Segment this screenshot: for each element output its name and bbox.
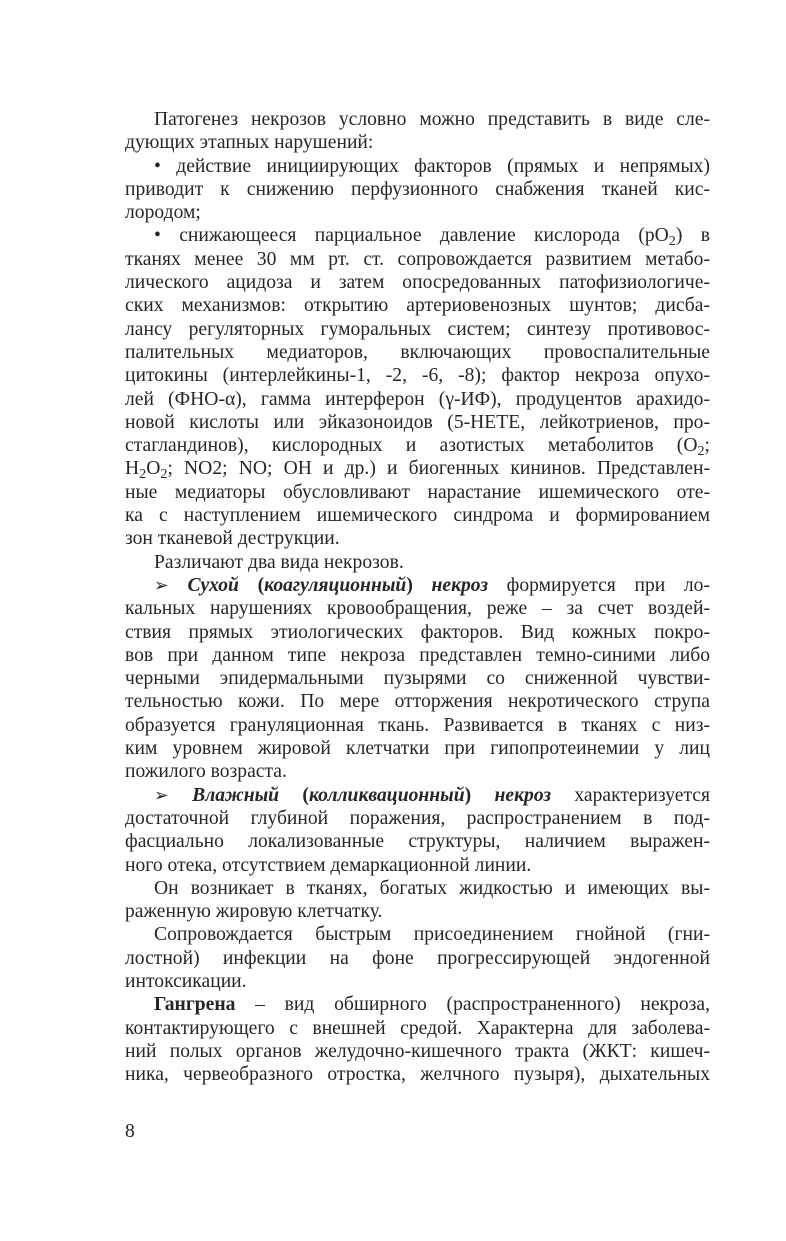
text-line: Он возникает в тканях, богатых жидкостью и имеющих вы- [154,877,710,899]
text-line: ➢ Сухой (коагуляционный) некроз формируется при ло- [154,574,710,596]
text-run: – вид обширного (распространенного) некроза, [255,994,710,1016]
text-line: Сопровождается быстрым присоединением гнойной (гни- [154,924,710,946]
subscript: 2 [139,466,147,483]
text-line: зон тканевой деструкции. [125,528,340,550]
text-line [125,224,710,250]
text-line: вов при данном типе некроза представлен темно-синими либо [125,644,710,666]
term-necrosis: некроз [431,574,488,596]
text-line: ствия прямых этиологических факторов. Вид кожных покро- [125,621,710,643]
text-line: дующих этапных нарушений: [125,132,374,154]
text-line: пожилого возраста. [125,761,287,783]
text-line: раженную жировую клетчатку. [125,901,383,923]
term-wet: Влажный [192,784,280,806]
text-run: ; [704,435,710,457]
text-line: Патогенез некрозов условно можно представить в виде сле- [154,109,710,130]
page-body [125,108,710,1086]
page-number: 8 [125,1121,135,1142]
text-line: тканях менее 30 мм рт. ст. сопровождается развитием метабо- [125,248,710,270]
term-necrosis: некроз [494,784,552,806]
text-line: лей (ФНО-α), гамма интерферон (γ-ИФ), продуцентов арахидо- [125,388,710,410]
text-line: лического ацидоза и затем опосредованных патофизиологиче- [125,272,710,294]
paragraph-intro [125,108,710,155]
term-colliquation: колликвационный [308,784,465,806]
paragraph-bullet-1 [125,155,710,225]
text-line: ских механизмов: открытию артериовенозных шунтов; дисба- [125,295,710,317]
text-line: черными эпидермальными пузырями со сниженной чувстви- [125,668,710,690]
term-gangrene: Гангрена [154,994,236,1016]
text-line: фасциально локализованные структуры, наличием выражен- [125,831,710,853]
text-line: • действие инициирующих факторов (прямых и непрямых) [154,155,710,177]
paragraph-types [125,551,710,574]
text-line [125,457,710,483]
text-line: лансу регуляторных гуморальных систем; синтезу противовос- [125,318,710,340]
paragraph-dry-necrosis [125,574,710,784]
paragraph-gangrene [125,993,710,1086]
arrow-bullet-icon: ➢ [154,574,169,595]
text-line: ника, червеобразного отростка, желчного пузыря), дыхательных [125,1064,710,1086]
text-line: кальных нарушениях кровообращения, реже – за счет воздей- [125,598,710,620]
text-line: ка с наступлением ишемического синдрома и формированием [125,505,710,527]
text-line: лостной) инфекции на фоне прогрессирующей эндогенной [125,947,710,969]
text-line: интоксикации. [125,970,247,992]
text-line: Различают два вида некрозов. [154,551,404,573]
text-line: лородом; [125,202,201,224]
text-line: ного отека, отсутствием демаркационной линии. [125,854,532,876]
text-run: • снижающееся парциальное давление кислорода (pO [154,225,669,247]
text-line: приводит к снижению перфузионного снабжения тканей кис- [125,178,710,200]
paragraph-wet-necrosis [125,784,710,877]
text-run: O [146,458,161,480]
text-line: ким уровнем жировой клетчатки при гипопротеинемии у лиц [125,738,710,760]
text-line: ний полых органов желудочно-кишечного тракта (ЖКТ: кишеч- [125,1040,710,1062]
text-line: достаточной глубиной поражения, распространением в под- [125,807,710,829]
text-line [125,993,710,1016]
paragraph-infection [125,923,710,993]
paragraph-bullet-2 [125,224,710,550]
text-line: ➢ Влажный (колликвационный) некроз характеризуется [154,784,710,806]
text-line: палительных медиаторов, включающих провоспалительные [125,341,710,363]
arrow-bullet-icon: ➢ [154,784,169,805]
text-line: образуется грануляционная ткань. Развивается в тканях с низ- [125,714,710,736]
text-line [125,434,710,460]
text-run: характеризуется [574,784,710,806]
text-run: стагландинов), кислородных и азотистых метаболитов (O [125,435,698,457]
text-line: тельностью кожи. По мере отторжения некротического струпа [125,691,710,713]
text-line: новой кислоты или эйказоноидов (5-HETE, лейкотриенов, про- [125,411,710,433]
subscript: 2 [668,233,676,250]
paragraph-occurrence [125,877,710,924]
text-line: цитокины (интерлейкины-1, -2, -6, -8); фактор некроза опухо- [125,365,710,387]
subscript: 2 [697,443,705,460]
text-line: ные медиаторы обусловливают нарастание ишемического оте- [125,481,710,503]
subscript: 2 [160,466,168,483]
term-dry: Сухой [187,574,239,596]
text-line: контактирующего с внешней средой. Характерна для заболева- [125,1017,710,1039]
text-run: H [125,458,140,480]
text-run: формируется при ло- [506,574,710,596]
term-coagulation: коагуляционный [264,574,407,596]
text-run: ) в [675,225,710,247]
text-run: ; NO2; NO; OH и др.) и биогенных кининов. Представлен- [167,458,710,480]
